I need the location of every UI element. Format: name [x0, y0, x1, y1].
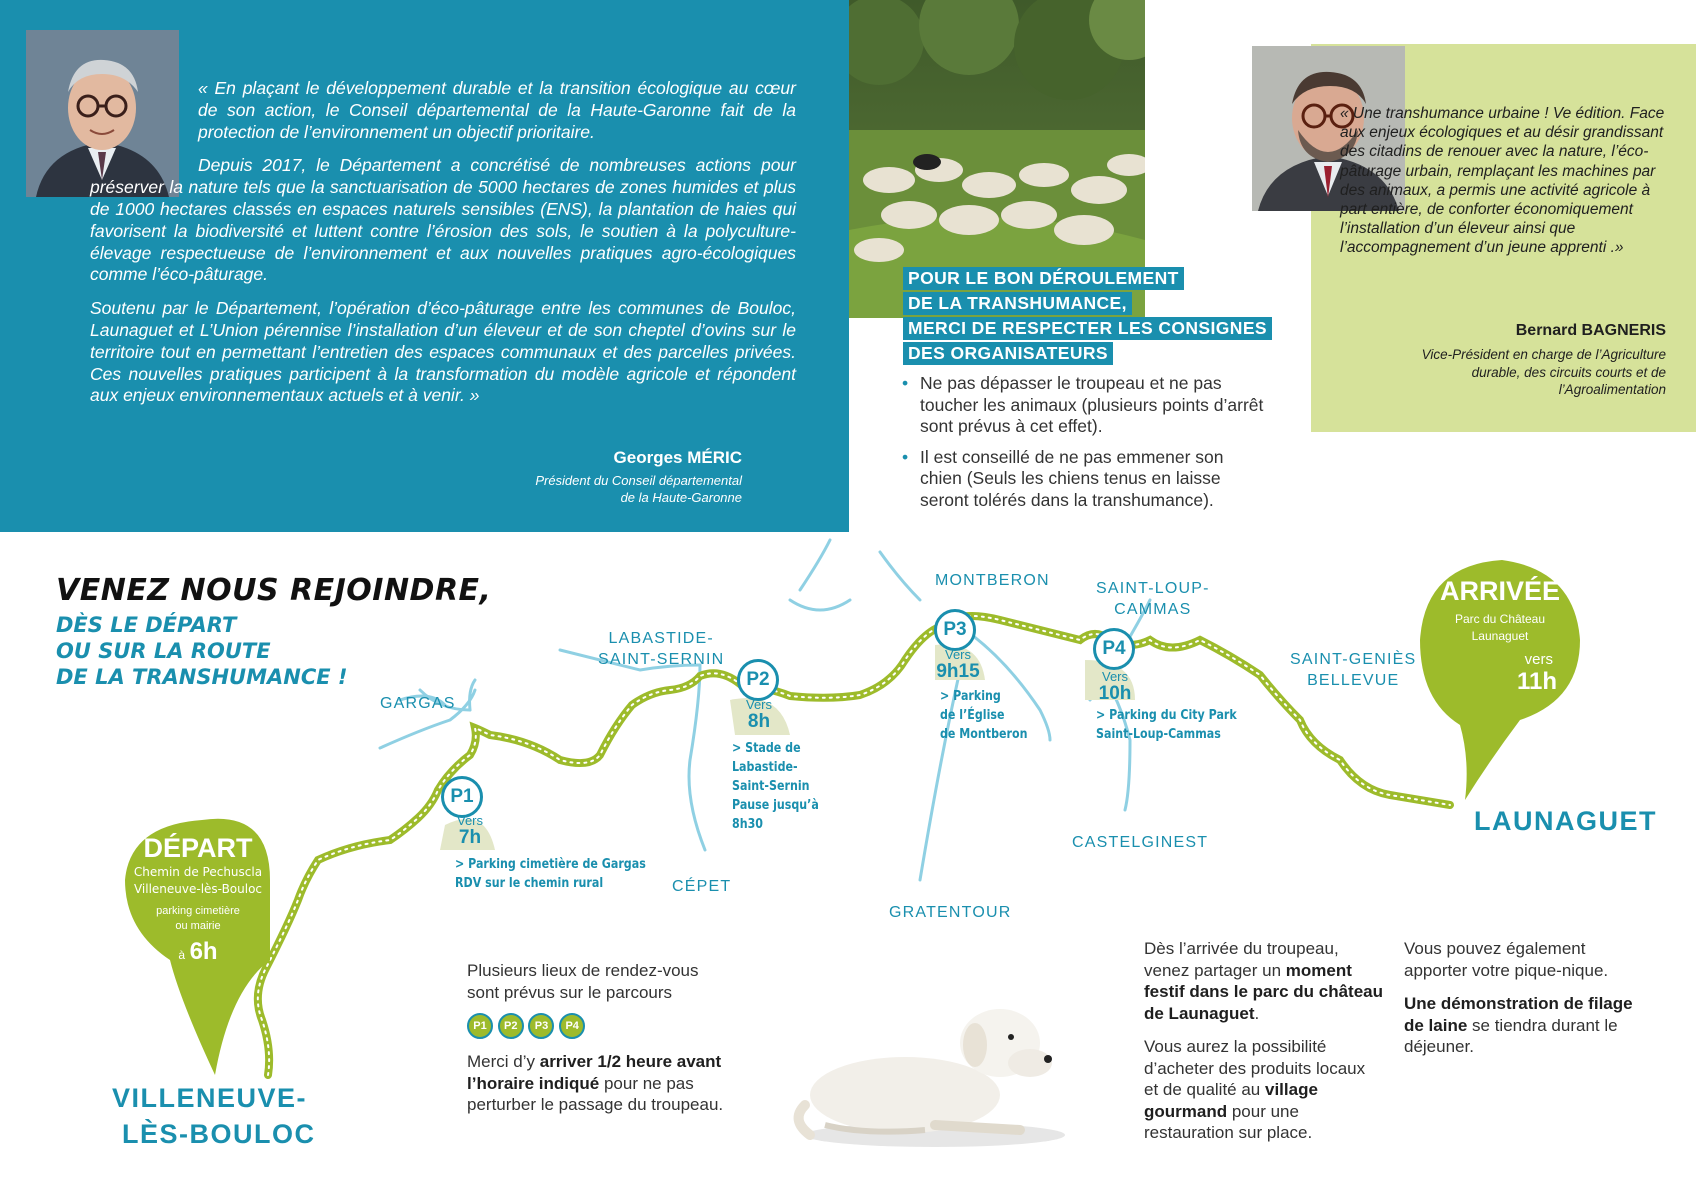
- place-saint-genies-line-2: BELLEVUE: [1307, 672, 1400, 689]
- stop-p2-info: [732, 739, 819, 834]
- stop-badge: P2: [737, 659, 779, 701]
- consigne-item: • Il est conseillé de ne pas emmener son chien (Seuls les chiens tenus en laisse seront tolérés dans la transhumance).: [900, 447, 1270, 512]
- arrivee-vers: vers: [1524, 651, 1553, 668]
- invite-headline: VENEZ NOUS REJOINDRE,: [56, 573, 492, 608]
- stop-info-line: > Parking du City Park: [1096, 707, 1237, 723]
- stop-info-line: de Montberon: [940, 726, 1028, 742]
- arrivee-addr-2: Launaguet: [1471, 629, 1529, 643]
- place-saint-loup: [1096, 578, 1210, 620]
- arrivee-label: [1425, 575, 1575, 696]
- stop-time: 7h: [458, 827, 482, 848]
- arrival-info: [1144, 938, 1384, 1156]
- stop-vers: Vers: [1101, 669, 1128, 684]
- stop-vers: Vers: [456, 813, 483, 828]
- stop-info-line: 8h30: [732, 816, 763, 832]
- invite-subline-1: DÈS LE DÉPART: [56, 613, 237, 637]
- vice-president-quote: [1340, 104, 1668, 258]
- stop-p2-time: [734, 698, 784, 732]
- depart-addr-1: Chemin de Pechuscla: [133, 865, 263, 879]
- president-quote-paragraph-2: Depuis 2017, le Département a concrétisé de nombreuses actions pour préserver la nature tels que la sanctuarisation de 5000 hectares de zones humides et plus de 1000 hectares classés en espaces naturels sensibles (ENS), la plantation de haies qui favorisent la biodiversité et luttent contre l’érosion des sols, le soutien à la polyculture-élevage respectueuse de l’environnement et aux nouvelles pratiques agro-écologiques comme l’éco-pâturage.: [90, 155, 796, 285]
- arrival-info-p2: [1144, 1036, 1384, 1144]
- president-role-line-1: Président du Conseil départemental: [535, 473, 742, 488]
- place-gargas: GARGAS: [380, 695, 456, 712]
- place-castelginest: CASTELGINEST: [1072, 834, 1209, 851]
- arrivee-addr-1: Parc du Château: [1454, 612, 1546, 626]
- president-quote-paragraph-1: « En plaçant le développement durable et la transition écologique au cœur de son action, le Conseil départemental de la Haute-Garonne fait de la protection de l’environnement un objectif prioritaire.: [198, 78, 796, 142]
- consignes-title-line-4: DES ORGANISATEURS: [903, 342, 1113, 365]
- stop-time: 8h: [747, 711, 771, 732]
- stop-badge: P1: [441, 776, 483, 818]
- president-name: Georges MÉRIC: [613, 448, 742, 467]
- consignes-title-line-2: DE LA TRANSHUMANCE,: [903, 292, 1132, 315]
- stop-info-line: > Parking: [940, 688, 1001, 704]
- stop-info-line: Labastide-: [732, 759, 798, 775]
- picnic-info-p3: Vous pouvez également apporter votre pique-nique.: [1404, 939, 1609, 980]
- invite-subline-2: OU SUR LA ROUTE: [56, 639, 271, 663]
- arrival-info-p2c: pour une restauration sur place.: [1144, 1101, 1313, 1142]
- rdv-badge-p2: P2: [498, 1013, 524, 1039]
- place-saint-loup-line-1: SAINT-LOUP-: [1096, 580, 1210, 597]
- depart-addr-2: Villeneuve-lès-Bouloc: [133, 882, 263, 896]
- place-saint-genies: [1290, 649, 1416, 691]
- arrivee-title: ARRIVÉE: [1439, 576, 1561, 606]
- vice-president-role-line-1: Vice-Président en charge de l’Agriculture: [1421, 347, 1666, 362]
- depart-title: DÉPART: [143, 833, 253, 863]
- arrivee-time: 11h: [1516, 668, 1557, 695]
- president-quote: [90, 78, 796, 419]
- stop-p1: [441, 776, 483, 818]
- depart-note-1: parking cimetière: [156, 905, 240, 917]
- stop-info-line: Saint-Loup-Cammas: [1096, 726, 1221, 742]
- stop-info-line: Pause jusqu’à: [732, 797, 819, 813]
- president-quote-panel: [0, 0, 849, 532]
- vice-president-role-line-3: l’Agroalimentation: [1558, 382, 1666, 397]
- rdv-badge-p3: P3: [528, 1013, 554, 1039]
- depart-time-prefix: à: [178, 948, 186, 962]
- stop-info-line: Saint-Sernin: [732, 778, 810, 794]
- stop-p1-time: [445, 814, 495, 848]
- vice-president-role: [1320, 346, 1666, 399]
- dog-illustration: [785, 985, 1085, 1150]
- stop-info-line: de l’Église: [940, 707, 1005, 723]
- stop-p4-time: [1090, 670, 1140, 704]
- picnic-info: [1404, 938, 1634, 1070]
- stop-p4: [1093, 628, 1135, 670]
- arrival-info-p2b: village gourmand: [1144, 1080, 1318, 1121]
- place-labastide: [598, 628, 724, 670]
- depart-label: [128, 832, 268, 966]
- vice-president-name: Bernard BAGNERIS: [1515, 322, 1666, 339]
- stop-info-line: > Parking cimetière de Gargas: [455, 856, 646, 872]
- consigne-item: • Ne pas dépasser le troupeau et ne pas toucher les animaux (plusieurs points d’arrêt sont prévus à cet effet).: [900, 373, 1270, 438]
- rdv-text-2c: pour ne pas perturber le passage du troupeau.: [467, 1073, 724, 1114]
- president-role: [380, 472, 742, 506]
- arrivee-town: LAUNAGUET: [1474, 806, 1657, 836]
- president-quote-paragraph-3: Soutenu par le Département, l’opération d’éco-pâturage entre les communes de Bouloc, Launaguet et L’Union pérennise l’installation d’un éleveur et de son cheptel d’ovins sur le territoire tout en permettant l’entretien des espaces communaux et des parcelles privées. Ces nouvelles pratiques participent à la transformation du modèle agricole et répondent aux enjeux environnementaux actuels et à venir. »: [90, 298, 796, 406]
- stop-p4-info: [1096, 706, 1237, 744]
- rdv-text-1: Plusieurs lieux de rendez-vous sont prévus sur le parcours: [467, 961, 699, 1002]
- stop-badge: P4: [1093, 628, 1135, 670]
- depart-time: 6h: [189, 938, 218, 965]
- rdv-badge-p1: P1: [467, 1013, 493, 1039]
- place-saint-loup-line-2: CAMMAS: [1114, 601, 1192, 618]
- consignes-title: [903, 267, 1272, 365]
- place-saint-genies-line-1: SAINT-GENIÈS: [1290, 651, 1417, 668]
- place-gratentour: GRATENTOUR: [889, 904, 1012, 921]
- stop-p2: [737, 659, 779, 701]
- stop-p1-info: [455, 855, 646, 893]
- stop-badge: P3: [934, 609, 976, 651]
- rdv-info: [467, 960, 727, 1116]
- stop-p3-info: [940, 687, 1027, 744]
- depart-town: [112, 1080, 316, 1152]
- place-labastide-line-2: SAINT-SERNIN: [598, 651, 725, 668]
- place-montberon: MONTBERON: [935, 572, 1050, 589]
- arrival-info-p1b: moment festif dans le parc du château de Launaguet: [1144, 960, 1384, 1023]
- place-cepet: CÉPET: [672, 878, 732, 895]
- stop-p3-time: [930, 648, 986, 682]
- depart-town-line-2: LÈS-BOULOC: [122, 1119, 316, 1149]
- arrival-info-p2a: Vous aurez la possibilité d’acheter des produits locaux et de qualité au: [1144, 1037, 1366, 1099]
- rdv-text-2a: Merci d’y: [467, 1052, 540, 1071]
- stop-time: 10h: [1098, 683, 1132, 704]
- depart-town-line-1: VILLENEUVE-: [112, 1083, 308, 1113]
- picnic-info-p4b: se tiendra durant le déjeuner.: [1404, 1015, 1618, 1056]
- stop-info-line: > Stade de: [732, 740, 801, 756]
- depart-note-2: ou mairie: [175, 920, 221, 932]
- stop-vers: Vers: [745, 697, 772, 712]
- consignes-title-line-3: MERCI DE RESPECTER LES CONSIGNES: [903, 317, 1272, 340]
- picnic-info-p4a: Une démonstration de filage de laine: [1404, 994, 1633, 1035]
- stop-p3: [934, 609, 976, 651]
- rdv-badges: [467, 1013, 727, 1039]
- rdv-badge-p4: P4: [559, 1013, 585, 1039]
- rdv-text-2b: arriver 1/2 heure avant l’horaire indiqué: [467, 1052, 722, 1093]
- picnic-info-p4: [1404, 993, 1634, 1058]
- stop-time: 9h15: [936, 661, 980, 682]
- president-role-line-2: de la Haute-Garonne: [620, 490, 742, 505]
- invite-subline: [56, 612, 347, 690]
- invite-subline-3: DE LA TRANSHUMANCE !: [56, 665, 348, 689]
- place-labastide-line-1: LABASTIDE-: [608, 630, 714, 647]
- rdv-text-2: [467, 1051, 727, 1116]
- arrival-info-p1a: Dès l’arrivée du troupeau, venez partager un: [1144, 939, 1339, 980]
- arrival-info-p1c: .: [1254, 1003, 1260, 1023]
- vice-president-role-line-2: durable, des circuits courts et de: [1471, 364, 1666, 380]
- consignes-title-line-1: POUR LE BON DÉROULEMENT: [903, 267, 1184, 290]
- arrival-info-p1: [1144, 938, 1384, 1024]
- consignes-list: [900, 373, 1270, 521]
- stop-info-line: RDV sur le chemin rural: [455, 875, 604, 891]
- stop-vers: Vers: [944, 647, 971, 662]
- vice-president-quote-text: « Une transhumance urbaine ! Ve édition. Face aux enjeux écologiques et au désir grandissant des citadins de renouer avec la nature, l’éco-pâturage urbain, remplaçant les machines par des animaux, a permis une activité agricole à part entière, de conforter économiquement l’installation d’un éleveur ainsi que l’accompagnement d’un jeune apprenti .»: [1340, 105, 1665, 257]
